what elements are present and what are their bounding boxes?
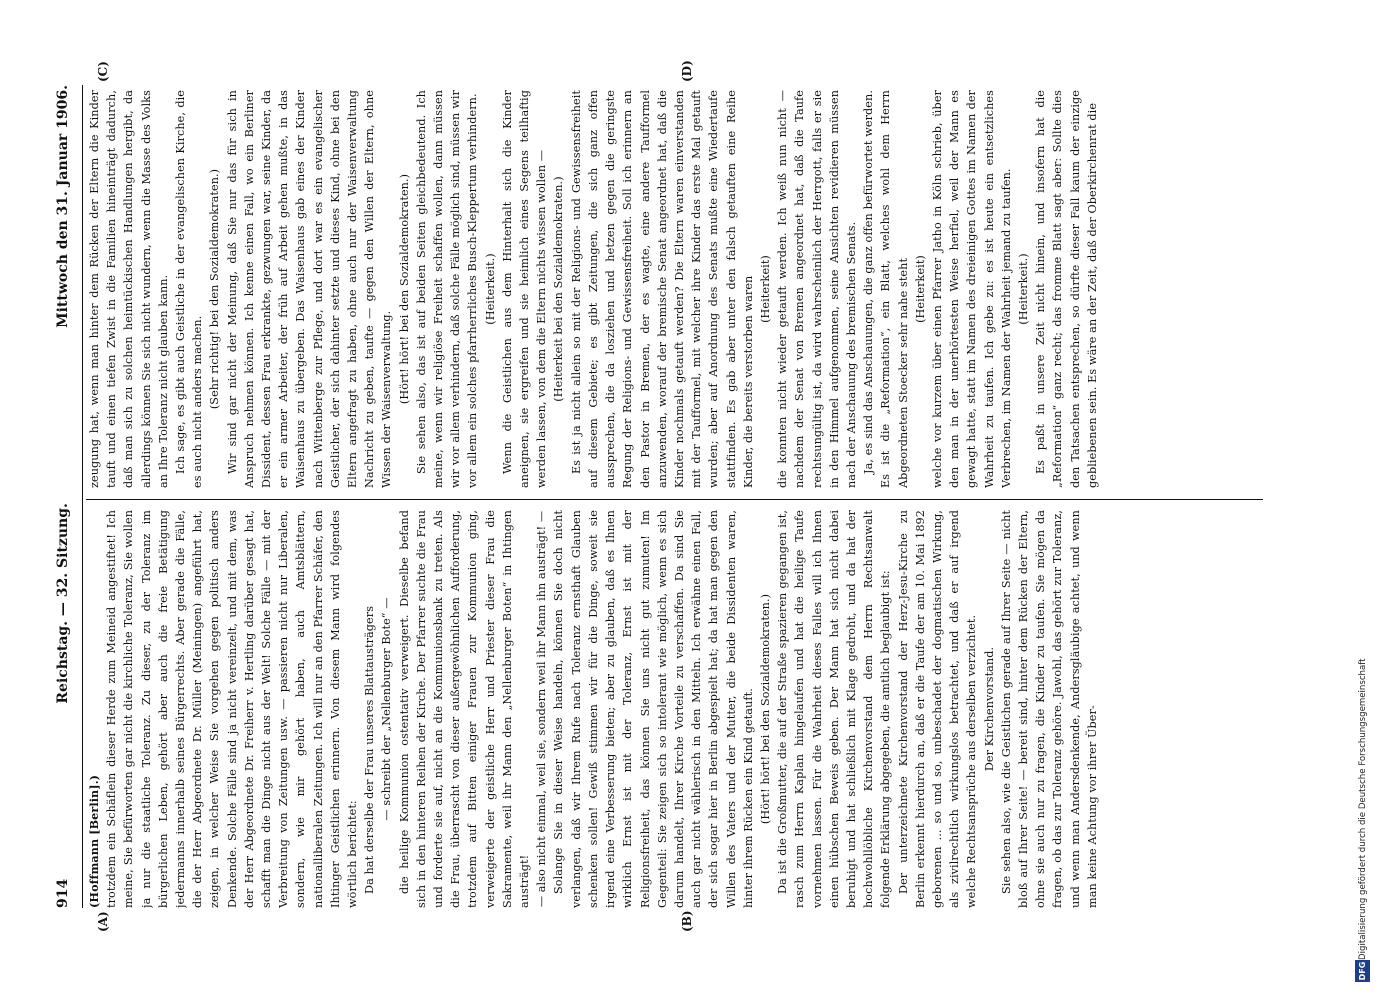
paragraph: Es paßt in unsere Zeit nicht hinein, und insofern hat die „Reformation“ ganz recht; das fromme Blatt sagt aber: Sollte dies den Tatsachen entsprechen, so dürfte dieser Fall kaum der einzige gebliebenen sein. Es wäre an der Zeit, daß der Oberkirchenrat die [1034,90,1099,488]
paragraph: Ja, es sind das Anschauungen, die ganz offen befürwortet werden. Es ist die „Reformation“, ein Blatt, welches wohl dem Herrn Abgeordneten Stoecker sehr nahe steht [862,90,910,488]
paragraph: (Heiterkeit.) [1016,253,1030,325]
header-right-title: Mittwoch den 31. Januar 1906. [55,85,71,328]
paragraph: — schreibt der „Nellenburger Bote“ — [380,597,394,821]
page-number: 914 [55,878,71,908]
paragraph: (Heiterkeit.) [483,253,497,325]
right-column [86,90,1266,488]
digitization-note: Digitalisierung gefördert durch die Deutsche Forschungsgemeinschaft [1358,658,1368,960]
paragraph: Sie sehen also, das ist auf beiden Seiten gleichbedeutend. Ich meine, wenn wir religiöse Freiheit schaffen wollen, dann müssen wir vor allem verhindern, daß solche Fälle möglich sind, müssen wir vor allem ein solches pfarrherrliches Busch-Kleppertum verhindern. [414,90,480,488]
paragraph: Der unterzeichnete Kirchenvorstand der Herz-Jesu-Kirche zu Berlin erkennt hierdurch an, daß er die Taufe der am 10. Mai 1892 geborenen ... so und so, unbeschadet der dogmatischen Wirkung, als zivilrechtlich wirkungslos betrachtet, und daß er auf irgend welche Rechtsansprüche aus derselben verzichtet. [896,510,979,908]
column-divider [86,499,1263,500]
header-left-title: Reichstag. — 32. Sitzung. [55,503,71,704]
left-column [86,510,1266,908]
paragraph: Solange Sie in dieser Weise handeln, können Sie doch nicht verlangen, daß wir Ihrem Rufe nach Toleranz ernsthaft Glauben schenken sollen! Gewiß stimmen wir für die Dinge, soweit sie irgend eine Verbesserung bieten; aber zu glauben, daß es Ihnen wirklich Ernst ist mit der Toleranz, Ernst ist mit der Religionsfreiheit, das können Sie uns nicht gut zumuten! Im Gegenteil: Sie zeigen sich so intolerant wie möglich, wenn es sich darum handelt, Ihrer Kirche Vorteile zu verschaffen. Da sind Sie auch gar nicht wählerisch in den Mitteln. Ich erwähne einen Fall, der sich sogar hier in Berlin abgespielt hat; da hat man gegen den Willen des Vaters und der Mutter, die beide Dissidenten waren, hinter ihrem Rücken ein Kind getauft. [552,510,755,908]
paragraph: Sie sehen also, wie die Geistlichen gerade auf Ihrer Seite — nicht bloß auf Ihrer Seite! — bereit sind, hinter dem Rücken der Eltern, ohne sie auch nur zu fragen, die Kinder zu taufen. Sie mögen da fragen, ob das zur Toleranz gehöre. Jawohl, das gehört zur Toleranz, und wenn man Andersdenkende, Andersgläubige achtet, und wenn man keine Achtung vor ihrer Über- [999,510,1099,908]
margin-mark-c: (C) [96,61,110,82]
margin-mark-d: (D) [680,60,694,82]
margin-mark-a: (A) [96,911,110,932]
paragraph: welche vor kurzem über einen Pfarrer Jatho in Köln schrieb, über den man in der unerhörtesten Weise herfiel, weil der Mann es gewagt hatte, statt im Namen des dreieinigen Gottes im Namen der Wahrheit zu taufen. Ich gebe zu: es ist heute ein entsetzliches Verbrechen, im Namen der Wahrheit jemand zu taufen. [930,90,1013,488]
paragraph: (Hört! hört! bei den Sozialdemokraten.) [758,593,772,825]
paragraph: Da ist die Großmutter, die auf der Straße spazieren gegangen ist, rasch zum Herrn Kaplan hingelaufen und hat die heilige Taufe vornehmen lassen. Für die Wahrheit dieses Falles will ich Ihnen einen hübschen Beweis geben. Der Mann hat sich nicht dabei beruhigt und hat schließlich mit Klage gedroht, und da hat der hochwohllöbliche Kirchenvorstand dem Herrn Rechtsanwalt folgende Erklärung abgegeben, die amtlich beglaubigt ist: [776,510,893,908]
dfg-logo: DFG [1355,960,1370,982]
paragraph: (Sehr richtig! bei den Sozialdemokraten.) [208,168,222,410]
paragraph: Es ist ja nicht allein so mit der Religions- und Gewissensfreiheit auf diesem Gebiete; es gibt Zeitungen, die sich ganz offen aussprechen, die da losziehen und hetzen gegen die geringste Regung der Religions- und Gewissensfreiheit. Soll ich erinnern an den Pastor in Bremen, der es wagte, eine andere Taufformel anzuwenden, worauf der bremische Senat angeordnet hat, daß die Kinder nochmals getauft werden? Die Eltern waren einverstanden mit der Taufformel, mit welcher ihre Kinder das erste Mal getauft wurden; aber auf Anordnung des Senats mußte eine Wiedertaufe stattfinden. Es gab aber unter den falsch getauften eine Reihe Kinder, die bereits verstorben waren [569,90,755,488]
paragraph: zeugung hat, wenn man hinter dem Rücken der Eltern die Kinder tauft und einen tiefen Zwist in die Familien hineinträgt dadurch, daß man sich zu solchen heimtückischen Handlungen hergibt, da allerdings können Sie sich nicht wundern, wenn die Masse des Volks an Ihre Toleranz nicht glauben kann. [88,90,170,488]
speaker-line: (Hoffmann [Berlin].) [87,774,101,908]
paragraph: die heilige Kommunion ostentativ verweigert. Dieselbe befand sich in den hinteren Reihen der Kirche. Der Pfarrer suchte die Frau und forderte sie auf, nicht an die Kommunionsbank zu treten. Als die Frau, überrascht von dieser außergewöhnlichen Aufforderung, trotzdem auf Bitten einiger Frauen zur Kommunion ging, verweigerte der geistliche Herr und Priester dieser Frau die Sakramente, weil ihr Mann den „Nellenburger Boten“ in Ihtingen austrägt! [397,510,532,908]
paragraph: trotzdem ein Schäflein dieser Herde zum Meineid angestiftet! Ich meine, Sie befürworten gar nicht die kirchliche Toleranz, Sie wollen ja nur die staatliche Toleranz. Zu dieser, zu der Toleranz im bürgerlichen Leben, gehört aber auch die freie Betätigung jedermanns innerhalb seines Bürgerrechts. Aber gerade die Fälle, die der Herr Abgeordnete Dr. Müller (Meiningen) angeführt hat, zeigen, in welcher Weise Sie vorgehen gegen politisch anders Denkende. Solche Fälle sind ja nicht vereinzelt, und mit dem, was der Herr Abgeordnete Dr. Freiherr v. Hertling darüber gesagt hat, schafft man die Dinge nicht aus der Welt! Solche Fälle — mit der Verbreitung von Zeitungen usw. — passieren nicht nur Liberalen, sondern, wie mir gehört haben, auch Amtsblättern, nationalliberalen Zeitungen. Ich will nur an den Pfarrer Schäfer, den Ihtinger Geistlichen erinnern. Von diesem Mann wird folgendes wörtlich berichtet: [105,510,360,908]
paragraph: Der Kirchenvorstand. [982,646,996,772]
paragraph: Wenn die Geistlichen aus dem Hinterhalt sich die Kinder aneignen, sie ergreifen und sie heimlich eines Segens teilhaftig werden lassen, von dem die Eltern nichts wissen wollen — [500,90,549,488]
paragraph: Da hat derselbe der Frau unseres Blattausträgers [363,605,377,894]
paragraph: (Heiterkeit) [758,255,772,323]
paragraph: Wir sind gar nicht der Meinung, daß Sie nur das für sich in Anspruch nehmen können. Ich kenne einen Fall, wo ein Berliner Dissident, dessen Frau erkrankte, gezwungen war, seine Kinder, da er ein armer Arbeiter, der früh auf Arbeit gehen mußte, in das Waisenhaus zu übergeben. Das Waisenhaus gab eines der Kinder nach Wittenberge zur Pflege, und dort war es ein evangelischer Geistlicher, der sich dahinter setzte und dieses Kind, ohne bei den Eltern angefragt zu haben, ohne auch nur der Waisenverwaltung Nachricht zu geben, taufte — gegen den Willen der Eltern, ohne Wissen der Waisenverwaltung. [225,90,394,488]
paragraph: — also nicht einmal, weil sie, sondern weil ihr Mann ihn austrägt! — [535,510,549,908]
paragraph: (Heiterkeit bei den Sozialdemokraten.) [552,176,566,402]
paragraph: Ich sage, es gibt auch Geistliche in der evangelischen Kirche, die es auch nicht anders machen. [174,90,205,488]
paragraph: die konnten nicht wieder getauft werden. Ich weiß nun nicht — nachdem der Senat von Bremen angeordnet hat, daß die Taufe rechtsungültig ist, da wird wahrscheinlich der Herrgott, falls er sie in den Himmel aufgenommen, seine Ansichten revidieren müssen nach der Anschauung des bremischen Senats. [776,90,858,488]
paragraph: (Hört! hört! bei den Sozialdemokraten.) [397,173,411,405]
header-rule [82,85,83,908]
margin-mark-b: (B) [680,910,694,932]
page-header [52,85,74,908]
paragraph: (Heiterkeit) [913,255,927,323]
